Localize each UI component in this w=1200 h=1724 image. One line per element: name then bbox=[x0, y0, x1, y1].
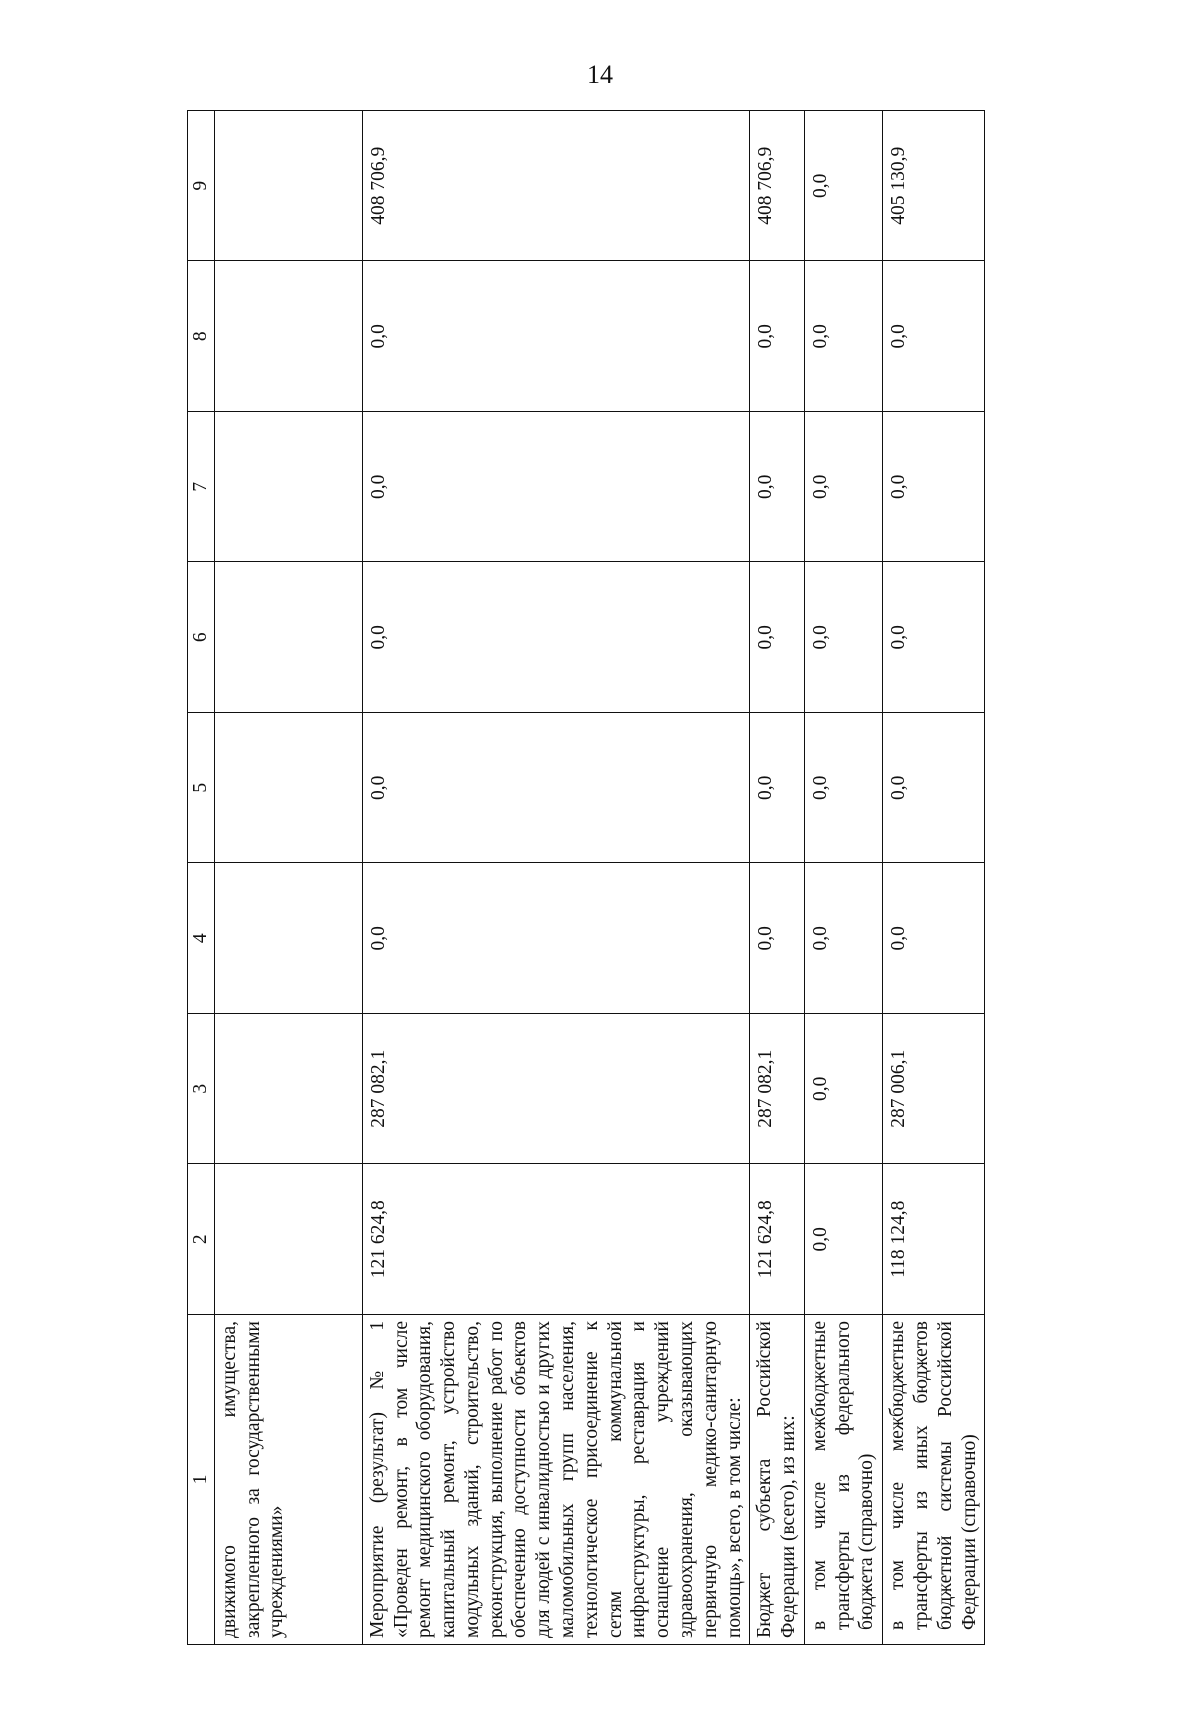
table-cell: 0,0 bbox=[750, 412, 805, 563]
table-row bbox=[883, 111, 985, 1645]
table-cell: 0,0 bbox=[362, 562, 750, 713]
table-cell: 0,0 bbox=[804, 261, 882, 412]
table-cell: 0,0 bbox=[750, 261, 805, 412]
table-cell: 287 082,1 bbox=[750, 1014, 805, 1165]
table-wrapper bbox=[187, 110, 1077, 1645]
table-row bbox=[804, 111, 882, 1645]
table-cell: 0,0 bbox=[804, 1164, 882, 1315]
table-cell: 0,0 bbox=[804, 562, 882, 713]
header-col-6: 6 bbox=[188, 562, 215, 713]
table-cell: 0,0 bbox=[804, 713, 882, 864]
table-cell: 0,0 bbox=[804, 863, 882, 1014]
table-cell: 0,0 bbox=[362, 412, 750, 563]
table-cell: 0,0 bbox=[362, 713, 750, 864]
header-col-9: 9 bbox=[188, 111, 215, 262]
table-cell bbox=[214, 1014, 362, 1165]
table-cell: 0,0 bbox=[883, 863, 985, 1014]
table-cell: 0,0 bbox=[750, 713, 805, 864]
table-cell: 287 082,1 bbox=[362, 1014, 750, 1165]
page-number: 14 bbox=[587, 60, 613, 89]
header-col-8: 8 bbox=[188, 261, 215, 412]
header-col-5: 5 bbox=[188, 713, 215, 864]
table-cell: 408 706,9 bbox=[362, 111, 750, 262]
table-cell bbox=[214, 1164, 362, 1315]
rotated-table-container bbox=[187, 110, 1077, 1645]
table-cell: 118 124,8 bbox=[883, 1164, 985, 1315]
table-cell: 408 706,9 bbox=[750, 111, 805, 262]
table-cell bbox=[214, 412, 362, 563]
row-label: Бюджет субъекта Российской Федерации (всего), из них: bbox=[750, 1315, 805, 1645]
row-label: Мероприятие (результат) № 1 «Проведен ремонт, в том числе ремонт медицинского оборудования, капитальный ремонт, устройство модульных зданий, строительство, реконструкция, выполнение работ по обеспечению доступности объектов для людей с инвалидностью и других маломобильных групп населения, технологическое присоединение к сетям коммунальной инфраструктуры, реставрация и оснащение учреждений здравоохранения, оказывающих первичную медико-санитарную помощь», всего, в том числе: bbox=[362, 1315, 750, 1645]
table-cell: 0,0 bbox=[362, 261, 750, 412]
table-cell: 0,0 bbox=[883, 713, 985, 864]
budget-table bbox=[187, 110, 985, 1645]
table-cell: 0,0 bbox=[883, 412, 985, 563]
table-cell bbox=[214, 111, 362, 262]
table-row bbox=[750, 111, 805, 1645]
header-col-4: 4 bbox=[188, 863, 215, 1014]
table-cell bbox=[214, 562, 362, 713]
row-label: в том числе межбюджетные трансферты из федерального бюджета (справочно) bbox=[804, 1315, 882, 1645]
table-cell: 0,0 bbox=[883, 261, 985, 412]
table-header-row bbox=[188, 111, 215, 1645]
header-col-1: 1 bbox=[188, 1315, 215, 1645]
header-col-7: 7 bbox=[188, 412, 215, 563]
table-cell bbox=[214, 261, 362, 412]
table-cell: 405 130,9 bbox=[883, 111, 985, 262]
table-cell: 121 624,8 bbox=[362, 1164, 750, 1315]
table-cell: 0,0 bbox=[804, 111, 882, 262]
table-cell: 121 624,8 bbox=[750, 1164, 805, 1315]
table-row bbox=[362, 111, 750, 1645]
table-row bbox=[214, 111, 362, 1645]
table-cell: 0,0 bbox=[750, 562, 805, 713]
row-label: в том числе межбюджетные трансферты из иных бюджетов бюджетной системы Российской Федерации (справочно) bbox=[883, 1315, 985, 1645]
table-cell: 0,0 bbox=[883, 562, 985, 713]
table-cell bbox=[214, 713, 362, 864]
table-cell: 287 006,1 bbox=[883, 1014, 985, 1165]
header-col-3: 3 bbox=[188, 1014, 215, 1165]
table-cell: 0,0 bbox=[804, 412, 882, 563]
table-cell: 0,0 bbox=[804, 1014, 882, 1165]
header-col-2: 2 bbox=[188, 1164, 215, 1315]
table-cell bbox=[214, 863, 362, 1014]
table-cell: 0,0 bbox=[362, 863, 750, 1014]
table-cell: 0,0 bbox=[750, 863, 805, 1014]
row-label: движимого имущества, закрепленного за государственными учреждениями» bbox=[214, 1315, 362, 1645]
